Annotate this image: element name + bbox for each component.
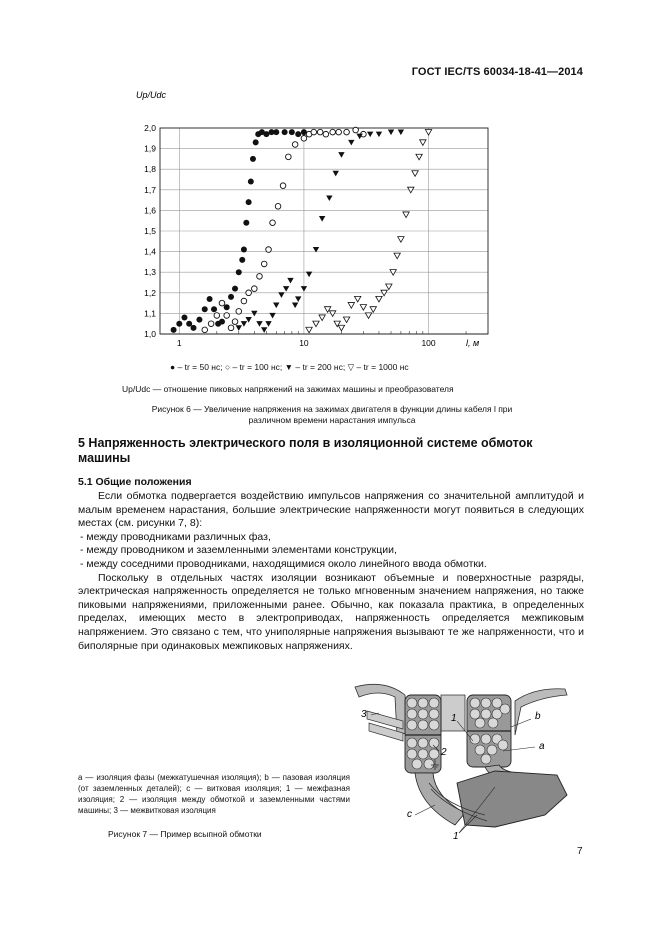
data-point-50ns	[289, 129, 295, 135]
conductor-right	[481, 698, 491, 708]
data-point-1000ns	[425, 130, 431, 136]
data-point-1000ns	[394, 253, 400, 259]
data-point-200ns	[306, 272, 312, 278]
data-point-100ns	[311, 129, 317, 135]
x-tick-label: 1	[176, 338, 182, 348]
stator-tooth-right	[515, 689, 567, 735]
label-c: c	[407, 809, 412, 820]
conductor-right	[470, 709, 480, 719]
conductor-left	[407, 709, 417, 719]
data-point-200ns	[269, 313, 275, 319]
label-b: b	[535, 711, 541, 722]
data-point-50ns	[211, 306, 217, 312]
chart-grid	[160, 128, 488, 334]
section-heading: 5 Напряженность электрического поля в изоляционной системе обмоток машины	[78, 436, 533, 465]
data-point-1000ns	[386, 284, 392, 290]
data-point-100ns	[280, 183, 286, 189]
data-point-50ns	[236, 269, 242, 275]
data-point-100ns	[292, 142, 298, 148]
data-point-100ns	[257, 274, 263, 280]
data-point-100ns	[317, 129, 323, 135]
data-point-200ns	[236, 325, 242, 331]
conductor-left	[407, 698, 417, 708]
conductor-left	[407, 738, 417, 748]
data-point-100ns	[228, 325, 234, 331]
conductor-right	[475, 718, 485, 728]
data-point-1000ns	[319, 315, 325, 321]
figure6-caption: Рисунок 6 — Увеличение напряжения на зажимах двигателя в функции длины кабеля l при различном времени нарастания импульса	[151, 404, 513, 425]
data-point-50ns	[224, 304, 230, 310]
conductor-left	[418, 749, 428, 759]
data-point-50ns	[295, 131, 301, 137]
data-point-200ns	[388, 130, 394, 136]
data-point-200ns	[367, 132, 373, 138]
section-body	[78, 490, 584, 653]
data-point-100ns	[270, 220, 276, 226]
x-tick-label: 10	[299, 338, 309, 348]
x-tick-label: 100	[421, 338, 436, 348]
bullet-item: - между соседними проводниками, находящимися около линейного ввода обмотки.	[80, 557, 487, 570]
data-point-100ns	[353, 127, 359, 133]
y-tick-label: 1,4	[144, 246, 156, 257]
subsection-heading: 5.1 Общие положения	[78, 476, 192, 488]
data-point-200ns	[326, 195, 332, 201]
data-point-100ns	[323, 131, 329, 137]
chart-points	[171, 127, 432, 333]
conductor-left	[418, 709, 428, 719]
end-winding-c	[415, 773, 465, 825]
data-point-100ns	[219, 300, 225, 306]
conductor-right	[481, 734, 491, 744]
data-point-1000ns	[360, 305, 366, 311]
data-point-100ns	[232, 319, 238, 325]
y-tick-label: 1,7	[144, 184, 156, 195]
conductor-right	[487, 745, 497, 755]
label-1-top: 1	[451, 713, 457, 724]
data-point-100ns	[261, 261, 267, 267]
data-point-200ns	[283, 286, 289, 292]
y-tick-label: 1,5	[144, 226, 156, 236]
data-point-50ns	[243, 220, 249, 226]
data-point-1000ns	[376, 296, 382, 302]
data-point-1000ns	[420, 140, 426, 146]
y-tick-label: 1,9	[144, 143, 156, 154]
data-point-50ns	[282, 129, 288, 135]
data-point-200ns	[301, 286, 307, 292]
conductor-left	[429, 720, 439, 730]
bullet-item: - между проводниками различных фаз,	[80, 530, 271, 543]
data-point-100ns	[266, 247, 272, 253]
page-number: 7	[577, 846, 583, 857]
paragraph-1: Если обмотка подвергается воздействию импульсов напряжения со значительной амплитудой и малым временем нарастания, большие электрические напряженности могут появиться в следующих местах (см. рисунки 7, 8):	[78, 490, 584, 530]
y-tick-label: 1,2	[144, 287, 156, 298]
data-point-1000ns	[370, 307, 376, 313]
y-tick-label: 1,0	[144, 329, 156, 339]
data-point-50ns	[219, 319, 225, 325]
data-point-1000ns	[398, 237, 404, 243]
data-point-50ns	[191, 325, 197, 331]
data-point-200ns	[265, 321, 271, 327]
conductor-left	[407, 749, 417, 759]
y-tick-label: 1,6	[144, 205, 156, 216]
data-point-200ns	[295, 296, 301, 302]
data-point-100ns	[301, 136, 307, 142]
conductor-left	[418, 698, 428, 708]
data-point-50ns	[202, 306, 208, 312]
document-header: ГОСТ IEC/TS 60034-18-41—2014	[411, 66, 583, 78]
data-point-1000ns	[313, 321, 319, 327]
data-point-50ns	[248, 179, 254, 185]
y-axis-label: Up/Udc	[136, 90, 167, 100]
data-point-100ns	[252, 286, 258, 292]
data-point-200ns	[241, 321, 247, 327]
conductor-left	[429, 709, 439, 719]
conductor-right	[481, 754, 491, 764]
data-point-200ns	[376, 132, 382, 138]
figure7-legend: a — изоляция фазы (межкатушечная изоляция); b — пазовая изоляция (от заземленных деталей); c — витковая изоляция; 1 — межфазная изоляция; 2 — изоляция между обмоткой и заземленными частями машины; 3 — межвитковая изоляция	[78, 773, 350, 815]
data-point-200ns	[338, 152, 344, 158]
data-point-100ns	[336, 129, 342, 135]
data-point-1000ns	[306, 327, 312, 333]
data-point-50ns	[181, 315, 187, 321]
y-tick-label: 1,8	[144, 164, 156, 175]
data-point-50ns	[263, 131, 269, 137]
conductor-right	[475, 745, 485, 755]
figure7-winding-drawing	[345, 675, 585, 845]
data-point-100ns	[286, 154, 292, 160]
data-point-50ns	[239, 257, 245, 263]
data-point-50ns	[196, 317, 202, 323]
data-point-100ns	[344, 129, 350, 135]
data-point-50ns	[232, 286, 238, 292]
data-point-100ns	[202, 327, 208, 333]
data-point-200ns	[319, 216, 325, 222]
conductor-right	[498, 740, 508, 750]
conductor-left	[412, 759, 422, 769]
data-point-100ns	[241, 298, 247, 304]
bullet-item: - между проводником и заземленными элементами конструкции,	[80, 544, 397, 557]
data-point-100ns	[330, 129, 336, 135]
data-point-1000ns	[343, 317, 349, 323]
data-point-1000ns	[403, 212, 409, 218]
data-point-200ns	[273, 303, 279, 309]
figure7-caption: Рисунок 7 — Пример всыпной обмотки	[108, 829, 262, 839]
conductor-left	[429, 749, 439, 759]
data-point-200ns	[292, 303, 298, 309]
y-tick-label: 2,0	[144, 123, 156, 133]
data-point-100ns	[275, 203, 281, 209]
conductor-right	[470, 698, 480, 708]
data-point-50ns	[250, 156, 256, 162]
data-point-50ns	[253, 139, 259, 145]
data-point-50ns	[246, 199, 252, 205]
label-1-bottom: 1	[453, 831, 459, 842]
data-point-1000ns	[354, 296, 360, 302]
data-point-1000ns	[416, 154, 422, 160]
data-point-200ns	[333, 171, 339, 177]
data-point-100ns	[214, 313, 220, 319]
y-tick-label: 1,1	[144, 308, 156, 319]
label-3: 3	[361, 709, 367, 720]
conductor-left	[418, 720, 428, 730]
label-a: a	[539, 741, 545, 752]
data-point-50ns	[207, 296, 213, 302]
data-point-50ns	[241, 247, 247, 253]
data-point-200ns	[398, 130, 404, 136]
data-point-200ns	[348, 140, 354, 146]
data-point-50ns	[186, 321, 192, 327]
data-point-50ns	[273, 129, 279, 135]
conductor-left	[418, 738, 428, 748]
label-2: 2	[441, 747, 447, 758]
data-point-1000ns	[365, 313, 371, 319]
conductor-left	[429, 738, 439, 748]
data-point-100ns	[236, 309, 242, 315]
conductor-left	[424, 759, 434, 769]
conductor-left	[407, 720, 417, 730]
data-point-1000ns	[348, 303, 354, 309]
conductor-right	[481, 709, 491, 719]
paragraph-2: Поскольку в отдельных частях изоляции возникают объемные и поверхностные разряды, электрическая напряженность определяется не только мгновенным значением напряжения, но также пиковыми напряжениями, приложенными ранее. Обычно, как показала практика, в определенных пределах, имеющих место в электроприводах, напряженность определяется межпиковым напряжением. Это связано с тем, что униполярные напряжения вызывают те же напряженности, что и биполярные при одинаковых межпиковых напряжениях.	[78, 571, 584, 652]
figure6-chart	[130, 88, 510, 358]
y-tick-label: 1,3	[144, 267, 156, 278]
conductor-right	[488, 718, 498, 728]
data-point-100ns	[208, 321, 214, 327]
ratio-note: Up/Udc — отношение пиковых напряжений на зажимах машины и преобразователя	[122, 384, 454, 394]
data-point-200ns	[256, 321, 262, 327]
data-point-100ns	[246, 290, 252, 296]
data-point-50ns	[176, 321, 182, 327]
data-point-100ns	[224, 313, 230, 319]
conductor-right	[500, 704, 510, 714]
data-point-200ns	[287, 278, 293, 284]
data-point-50ns	[228, 294, 234, 300]
conductor-left	[429, 698, 439, 708]
x-axis-label: l, м	[466, 338, 480, 348]
data-point-1000ns	[338, 325, 344, 331]
data-point-200ns	[278, 292, 284, 298]
data-point-1000ns	[412, 171, 418, 177]
data-point-50ns	[171, 327, 177, 333]
chart-legend: ● – tr = 50 нс; ○ – tr = 100 нс; ▼ – tr = 200 нс; ▽ – tr = 1000 нс	[170, 362, 409, 372]
